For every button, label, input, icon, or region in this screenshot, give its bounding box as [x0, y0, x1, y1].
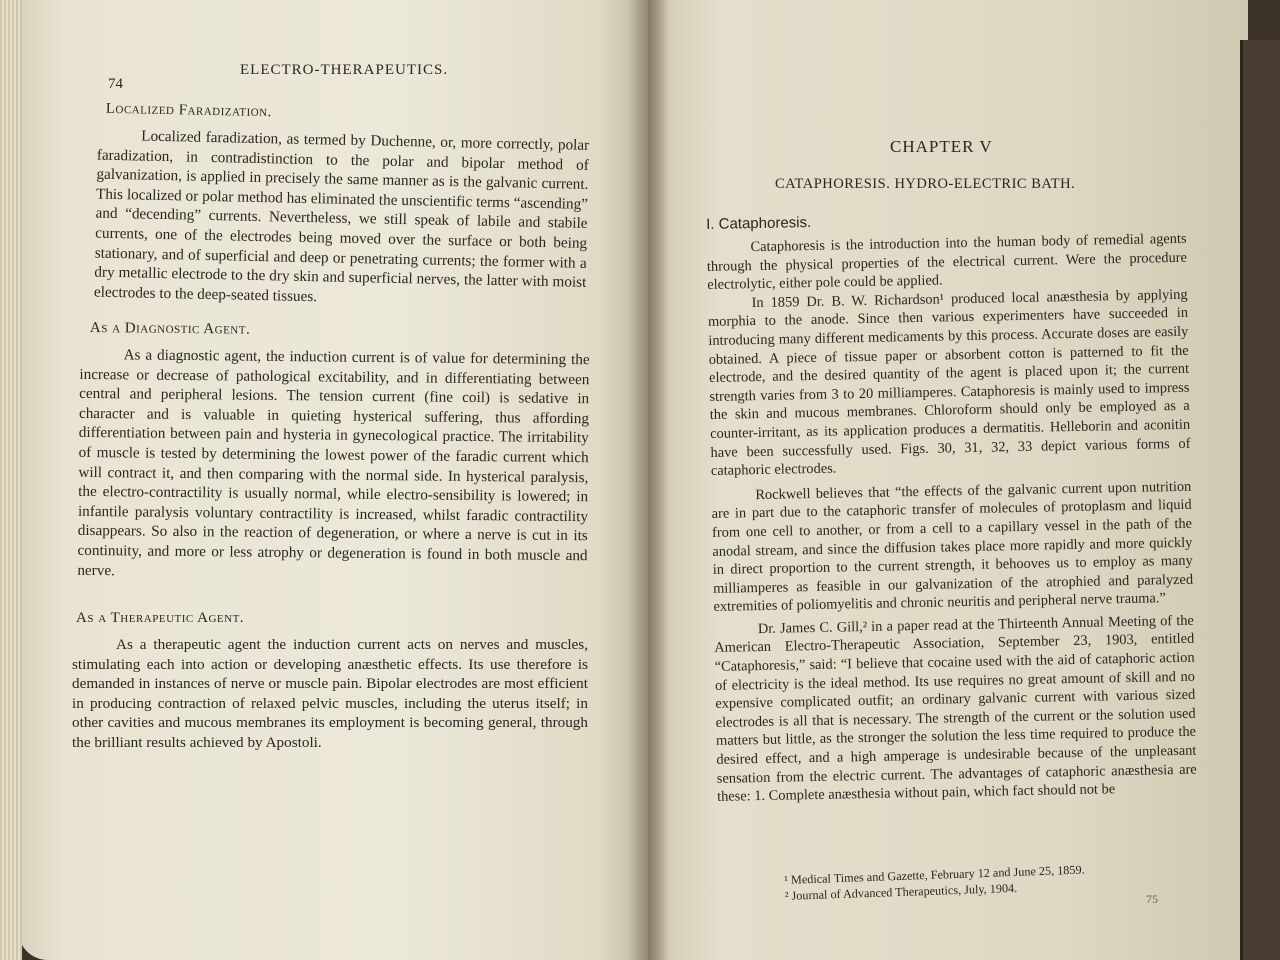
- footnote: ¹ Medical Times and Gazette, February 12 and June 25, 1859.: [784, 862, 1085, 887]
- page-number-left: 74: [108, 76, 123, 92]
- section-heading: I. Cataphoresis.: [706, 213, 812, 233]
- paragraph: As a diagnostic agent, the induction current is of value for determining the increase or decrease of pathological excitability, and in differentiating between central and peripheral lesions. The tension current (fine coil) is sedative in character and is valuable in quieting hysterical suffering, thus affording differentiation between pain and hysteria in gynecological practice. The irritability of muscle is tested by determining the lowest power of the faradic current which will contract it, and then comparing with the normal side. In hysterical paralysis, the electro-contractility is usually normal, while electro-sensibility is lowered; in infantile paralysis voluntary contractility is increased, whilst faradic contractility disappears. So also in the reaction of degeneration, or where a nerve is cut in its continuity, and more or less atrophy or degeneration is found in both muscle and nerve.: [77, 346, 590, 579]
- paragraph: Localized faradization, as termed by Duchenne, or, more correctly, polar faradization, in contradistinction to the polar and bipolar method of galvanization, is applied in precisely the same manner as is the galvanic current. This localized or polar method has eliminated the unscientific terms “ascending” and “decending” currents. Nevertheless, we still speak of labile and stabile currents, one of the electrodes being moved over the surface or both being stationary, and of superficial and deep or penetrating currents; the former with a dry metallic electrode to the dry skin and superficial nerves, the latter with moist electrodes to the deep-seated tissues.: [93, 127, 590, 305]
- paragraph: Cataphoresis is the introduction into the human body of remedial agents through the physical properties of the electrical current. Were the procedure electrolytic, either pole could be applied.: [706, 230, 1188, 294]
- running-head: ELECTRO-THERAPEUTICS.: [240, 62, 449, 78]
- book-gutter: [628, 0, 668, 960]
- section-heading: Localized Faradization.: [105, 100, 273, 121]
- section-heading: As a Diagnostic Agent.: [89, 320, 251, 338]
- page-number-right: 75: [1146, 892, 1158, 906]
- section-diagnostic-agent: [77, 320, 590, 585]
- book-cover: [1240, 40, 1280, 960]
- section-heading: As a Therapeutic Agent.: [76, 610, 245, 626]
- section-localized-faradization: [66, 100, 590, 312]
- chapter-body: [706, 207, 1197, 807]
- section-therapeutic-agent: [72, 610, 588, 753]
- chapter-title: CHAPTER V: [890, 137, 993, 156]
- footnote: ² Journal of Advanced Therapeutics, July, 1904.: [784, 880, 1018, 903]
- paragraph: In 1859 Dr. B. W. Richardson¹ produced local anæsthesia by applying morphia to the anode. Since then various experimenters have succeeded in introducing many different medicaments by this process. Accurate doses are easily obtained. A piece of tissue paper or absorbent cotton is patterned to fit the electrode, and the desired quantity of the agent is placed upon it; the current strength varies from 3 to 20 milliamperes. Cataphoresis is mainly used to impress the skin and mucous membranes. Chloroform should only be employed as a counter-irritant, as its application produces a dermatitis. Helleborin and aconitin have been successfully used. Figs. 30, 31, 32, 33 depict various forms of cataphoric electrodes.: [707, 286, 1191, 480]
- paragraph: Dr. James C. Gill,² in a paper read at the Thirteenth Annual Meeting of the American Electro-Therapeutic Association, September 23, 1903, entitled “Cataphoresis,” said: “I believe that cocaine used with the aid of cataphoric action of electricity is the ideal method. Its use requires no great amount of skill and no expensive complicated outfit; an ordinary galvanic current with various sized electrodes is all that is necessary. The strength of the current or the solution used matters but little, as the stronger the solution the less time required to produce the desired effect, and a high amperage is undesirable because of the unpleasant sensation from the electric current. The advantages of cataphoric anæsthesia are these: 1. Complete anæsthesia without pain, which fact should not be: [714, 612, 1197, 806]
- page-edges: [0, 0, 22, 960]
- paragraph: Rockwell believes that “the effects of the galvanic current upon nutrition are in part due to the cataphoric transfer of molecules of protoplasm and liquid from one cell to another, or from a cell to a capillary vessel in the path of the anodal stream, and since the diffusion takes place more rapidly and more quickly in direct proportion to the current strength, it behooves us to employ as many milliamperes as feasible in our galvanization of the atrophied and paralyzed extremities of poliomyelitis and chronic neuritis and peripheral nerve trauma.”: [711, 478, 1194, 616]
- chapter-subtitle: CATAPHORESIS. HYDRO-ELECTRIC BATH.: [775, 176, 1076, 192]
- paragraph: As a therapeutic agent the induction current acts on nerves and muscles, stimulating each into action or developing anæsthetic effects. Its use therefore is demanded in instances of nerve or muscle pain. Bipolar electrodes are most efficient in producing contraction of relaxed pelvic muscles, including the uterus itself; in other cavities and mucous membranes its employment is becoming general, through the brilliant results achieved by Apostoli.: [72, 636, 588, 751]
